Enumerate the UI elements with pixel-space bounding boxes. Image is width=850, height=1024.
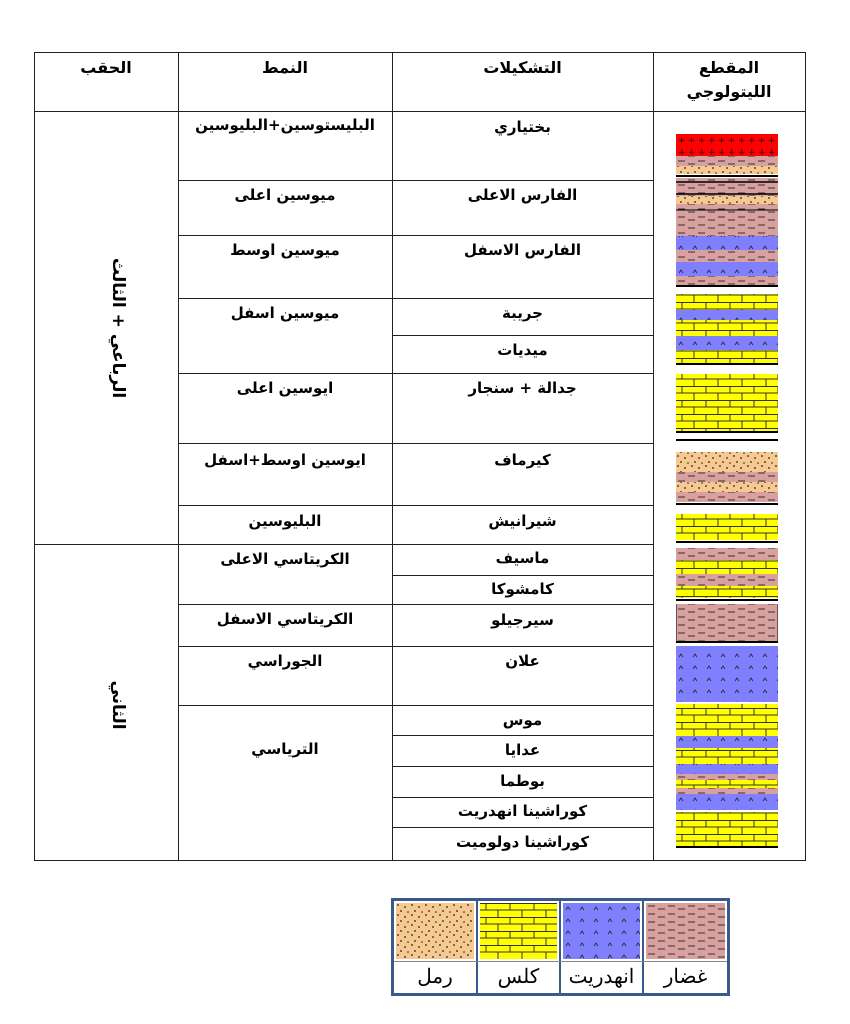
- header-epoch: النمط: [262, 58, 308, 77]
- era-mesozoic: الثاني: [108, 680, 128, 730]
- epoch-cell: البليوسين: [248, 512, 322, 530]
- litho-anhydrite: [676, 262, 778, 276]
- litho-anhydrite: [676, 764, 778, 774]
- formation-cell: جريبة: [502, 304, 543, 322]
- legend-label-sand: رمل: [417, 964, 453, 988]
- epoch-cell: ميوسين اوسط: [230, 241, 340, 259]
- litho-limestone: [676, 812, 778, 846]
- formation-cell: عدايا: [504, 741, 541, 759]
- litho-shale: [676, 226, 778, 236]
- legend-swatch-anhydrite: [563, 903, 640, 959]
- litho-shale: [676, 156, 778, 166]
- header-formations: التشكيلات: [483, 58, 562, 77]
- epoch-cell: البليستوسين+البليوسين: [195, 116, 375, 134]
- formation-cell: الفارس الاعلى: [467, 186, 578, 204]
- litho-anhydrite: [676, 646, 778, 702]
- formation-cell: شيرانيش: [488, 512, 557, 530]
- litho-sand: [676, 482, 778, 492]
- litho-limestone: [676, 560, 778, 574]
- epoch-cell: الترياسي: [251, 740, 319, 758]
- litho-anhydrite: [676, 336, 778, 350]
- epoch-cell: الجوراسي: [247, 652, 323, 670]
- litho-limestone: [676, 704, 778, 736]
- formation-cell: الفارس الاسفل: [463, 241, 581, 259]
- litho-limestone: [676, 586, 778, 598]
- litho-limestone: [676, 780, 778, 788]
- formation-cell: ماسيف: [495, 549, 550, 567]
- litho-shale: [676, 774, 778, 780]
- epoch-cell: ميوسين اسفل: [230, 304, 340, 322]
- epoch-cell: ايوسين اعلى: [236, 379, 334, 397]
- formation-cell: جدالة + سنجار: [468, 379, 577, 397]
- litho-anhydrite: [676, 310, 778, 320]
- formation-cell: بختياري: [494, 118, 551, 136]
- litho-shale: [676, 548, 778, 560]
- litho-limestone: [676, 350, 778, 364]
- legend: [391, 898, 730, 996]
- header-era: الحقب: [80, 58, 132, 77]
- litho-limestone: [676, 320, 778, 336]
- litho-shale: [676, 788, 778, 794]
- lithologic-column: [676, 134, 778, 848]
- header-section-line2: الليتولوجي: [686, 82, 772, 101]
- litho-sand: [676, 452, 778, 472]
- litho-shale: [676, 472, 778, 482]
- formation-cell: بوطما: [500, 772, 545, 790]
- formation-cell: كوراشينا انهدريت: [457, 802, 588, 820]
- header-section-line1: المقطع: [698, 58, 760, 77]
- epoch-cell: الكريتاسي الاسفل: [216, 610, 354, 628]
- legend-swatch-shale: [646, 903, 725, 959]
- litho-limestone: [676, 514, 778, 540]
- formation-cell: سيرجيلو: [491, 611, 554, 629]
- formation-cell: كوراشينا دولوميت: [455, 833, 590, 851]
- formation-cell: كيرماف: [494, 451, 551, 469]
- epoch-cell: ايوسين اوسط+اسفل: [204, 451, 366, 469]
- litho-anhydrite: [676, 736, 778, 748]
- legend-label-anhydrite: انهدريت: [568, 964, 635, 988]
- litho-limestone: [676, 294, 778, 310]
- legend-label-shale: غضار: [663, 964, 708, 988]
- formation-cell: كامشوكا: [491, 580, 554, 598]
- litho-shale: [676, 574, 778, 586]
- litho-volcanic: [676, 134, 778, 156]
- legend-label-limestone: كلس: [497, 964, 540, 988]
- litho-shale: [676, 276, 778, 286]
- legend-swatch-sand: [396, 903, 474, 959]
- litho-anhydrite: [676, 236, 778, 250]
- epoch-cell: الكريتاسي الاعلى: [220, 550, 350, 568]
- litho-sand: [676, 196, 778, 204]
- litho-limestone: [676, 374, 778, 432]
- epoch-cell: ميوسين اعلى: [234, 186, 336, 204]
- litho-sand: [676, 166, 778, 174]
- formation-cell: ميديات: [497, 341, 548, 359]
- litho-shale: [676, 492, 778, 502]
- litho-shale: [676, 604, 778, 642]
- litho-shale: [676, 250, 778, 262]
- formation-cell: علان: [505, 652, 540, 670]
- litho-anhydrite: [676, 794, 778, 810]
- formation-cell: موس: [502, 711, 543, 729]
- legend-swatch-limestone: [480, 903, 557, 959]
- era-tertiary-quaternary: الرباعي + الثالث: [108, 257, 128, 399]
- litho-limestone: [676, 748, 778, 764]
